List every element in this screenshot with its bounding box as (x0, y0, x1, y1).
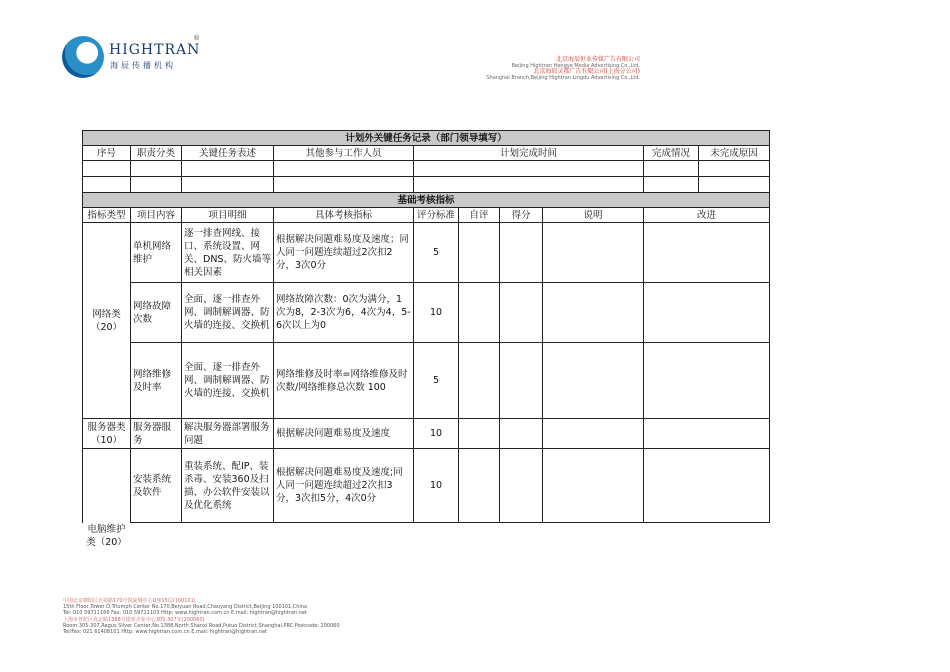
unplanned-header-row (83, 146, 770, 161)
basic-header-row (83, 208, 770, 223)
header-item: 项目内容 (131, 208, 182, 223)
unplanned-empty-row (83, 177, 770, 193)
company-header (486, 57, 640, 81)
improve-cell[interactable] (644, 223, 770, 283)
improve-cell[interactable] (644, 419, 770, 449)
score-cell: 5 (414, 343, 459, 419)
improve-cell[interactable] (644, 449, 770, 523)
company-name-2: 北京海辰灵都广告有限公司(上海分公司) (533, 68, 640, 75)
section-basic-title: 基础考核指标 (83, 193, 770, 208)
metric-cell: 网络故障次数：0次为满分，1次为8，2-3次为6，4次为4，5-6次以上为0 (274, 283, 414, 343)
footer-shanghai-address-en: Room 305-307,Regus Silver Center,No.1388,North Shanxi Road,Putuo District,Shanghai,PRC Postcode: 200060 (63, 622, 340, 629)
metric-cell: 根据解决问题难易度及速度；同人同一问题连续超过2次扣2分，3次0分 (274, 223, 414, 283)
footer-shanghai-address-cn: 上海市普陀区真北路1388号银座企业中心305-307室(200060) (63, 616, 205, 623)
score-cell: 10 (414, 283, 459, 343)
detail-cell: 全面、逐一排查外网、调制解调器、防火墙的连接、交换机 (182, 283, 274, 343)
item-cell: 单机网络维护 (131, 223, 182, 283)
header-planned-time: 计划完成时间 (414, 146, 644, 161)
section-basic-title-row (83, 193, 770, 208)
score-result-cell[interactable] (500, 449, 543, 523)
category-pc (83, 449, 131, 548)
score-cell: 5 (414, 223, 459, 283)
table-row (83, 343, 770, 419)
item-cell: 网络维修及时率 (131, 343, 182, 419)
self-eval-cell[interactable] (459, 223, 500, 283)
score-cell: 10 (414, 449, 459, 523)
footer-beijing-address-en: 15th Floor,Tower D,Triumph Center No.170,Beiyuan Road,Chaoyang District,Beijing 100101,China (63, 604, 308, 611)
footer-shanghai-contact: Tel/Fax: 021 61408101 Http: www.hightran.com.cn E.mail: hightran@hightran.net (63, 629, 268, 636)
metric-cell: 网络维修及时率=网络维修及时次数/网络维修总次数 100 (274, 343, 414, 419)
category-pc-label: 电脑维护类（20） (86, 523, 127, 548)
self-eval-cell[interactable] (459, 343, 500, 419)
detail-cell: 重装系统、配IP、装杀毒、安装360及扫描、办公软件安装以及优化系统 (182, 449, 274, 523)
logo-brand-text: HIGHTRAN (109, 42, 201, 58)
logo-chinese-name: 海辰传播机构 (110, 61, 176, 70)
header-note: 说明 (543, 208, 644, 223)
table-row (83, 419, 770, 449)
score-result-cell[interactable] (500, 283, 543, 343)
company-name-1: 北京海辰恒业传媒广告有限公司 (555, 56, 640, 63)
detail-cell: 逐一排查网线、接口、系统设置、网关、DNS、防火墙等相关因素 (182, 223, 274, 283)
header-detail: 项目明细 (182, 208, 274, 223)
note-cell[interactable] (543, 419, 644, 449)
header-task: 关键任务表述 (182, 146, 274, 161)
header-seq: 序号 (83, 146, 131, 161)
metric-cell: 根据解决问题难易度及速度;同人同一问题连续超过2次扣3分，3次扣5分，4次0分 (274, 449, 414, 523)
note-cell[interactable] (543, 283, 644, 343)
item-cell: 安装系统及软件 (131, 449, 182, 523)
self-eval-cell[interactable] (459, 283, 500, 343)
registered-mark: ® (193, 34, 200, 42)
header-metric: 具体考核指标 (274, 208, 414, 223)
table-row (83, 223, 770, 283)
header-improve: 改进 (644, 208, 770, 223)
header-score-standard: 评分标准 (414, 208, 459, 223)
page-footer (63, 598, 340, 635)
score-result-cell[interactable] (500, 419, 543, 449)
note-cell[interactable] (543, 343, 644, 419)
footer-beijing-contact: Tel: 010 59711166 Fax: 010 59711103 Http: www.hightran.com.cn E.mail: hightran@hightran.net (63, 610, 307, 617)
category-network: 网络类（20） (83, 223, 131, 419)
note-cell[interactable] (543, 449, 644, 523)
item-cell: 网络故障次数 (131, 283, 182, 343)
metric-cell: 根据解决问题难易度及速度 (274, 419, 414, 449)
logo-emblem-icon (62, 36, 104, 78)
header-type: 指标类型 (83, 208, 131, 223)
improve-cell[interactable] (644, 343, 770, 419)
header-participants: 其他参与工作人员 (274, 146, 414, 161)
assessment-table (82, 130, 770, 548)
header-duty: 职责分类 (131, 146, 182, 161)
improve-cell[interactable] (644, 283, 770, 343)
section-unplanned-title-row (83, 131, 770, 146)
item-cell: 服务器服务 (131, 419, 182, 449)
company-name-1-en: Beijing Hightran Hengye Media Advertising Co.,Ltd. (511, 63, 640, 69)
self-eval-cell[interactable] (459, 449, 500, 523)
unplanned-empty-row (83, 161, 770, 177)
header-reason: 未完成原因 (699, 146, 770, 161)
header-score: 得分 (500, 208, 543, 223)
detail-cell: 解决服务器部署服务问题 (182, 419, 274, 449)
self-eval-cell[interactable] (459, 419, 500, 449)
header-completion: 完成情况 (644, 146, 699, 161)
company-name-2-en: Shanghai Branch,Beijing Hightran Lingdu Advertising Co.,Ltd. (486, 75, 640, 81)
footer-beijing-address-cn: 中国北京朝阳区北苑路170号凯旋城中心D座15层(100101) (63, 598, 196, 604)
detail-cell: 全面、逐一排查外网、调制解调器、防火墙的连接、交换机 (182, 343, 274, 419)
category-server: 服务器类（10） (83, 419, 131, 449)
table-row (83, 449, 770, 523)
company-logo (62, 34, 212, 86)
score-cell: 10 (414, 419, 459, 449)
score-result-cell[interactable] (500, 343, 543, 419)
score-result-cell[interactable] (500, 223, 543, 283)
section-unplanned-title: 计划外关键任务记录（部门领导填写） (83, 131, 770, 146)
note-cell[interactable] (543, 223, 644, 283)
table-row (83, 283, 770, 343)
header-self-eval: 自评 (459, 208, 500, 223)
